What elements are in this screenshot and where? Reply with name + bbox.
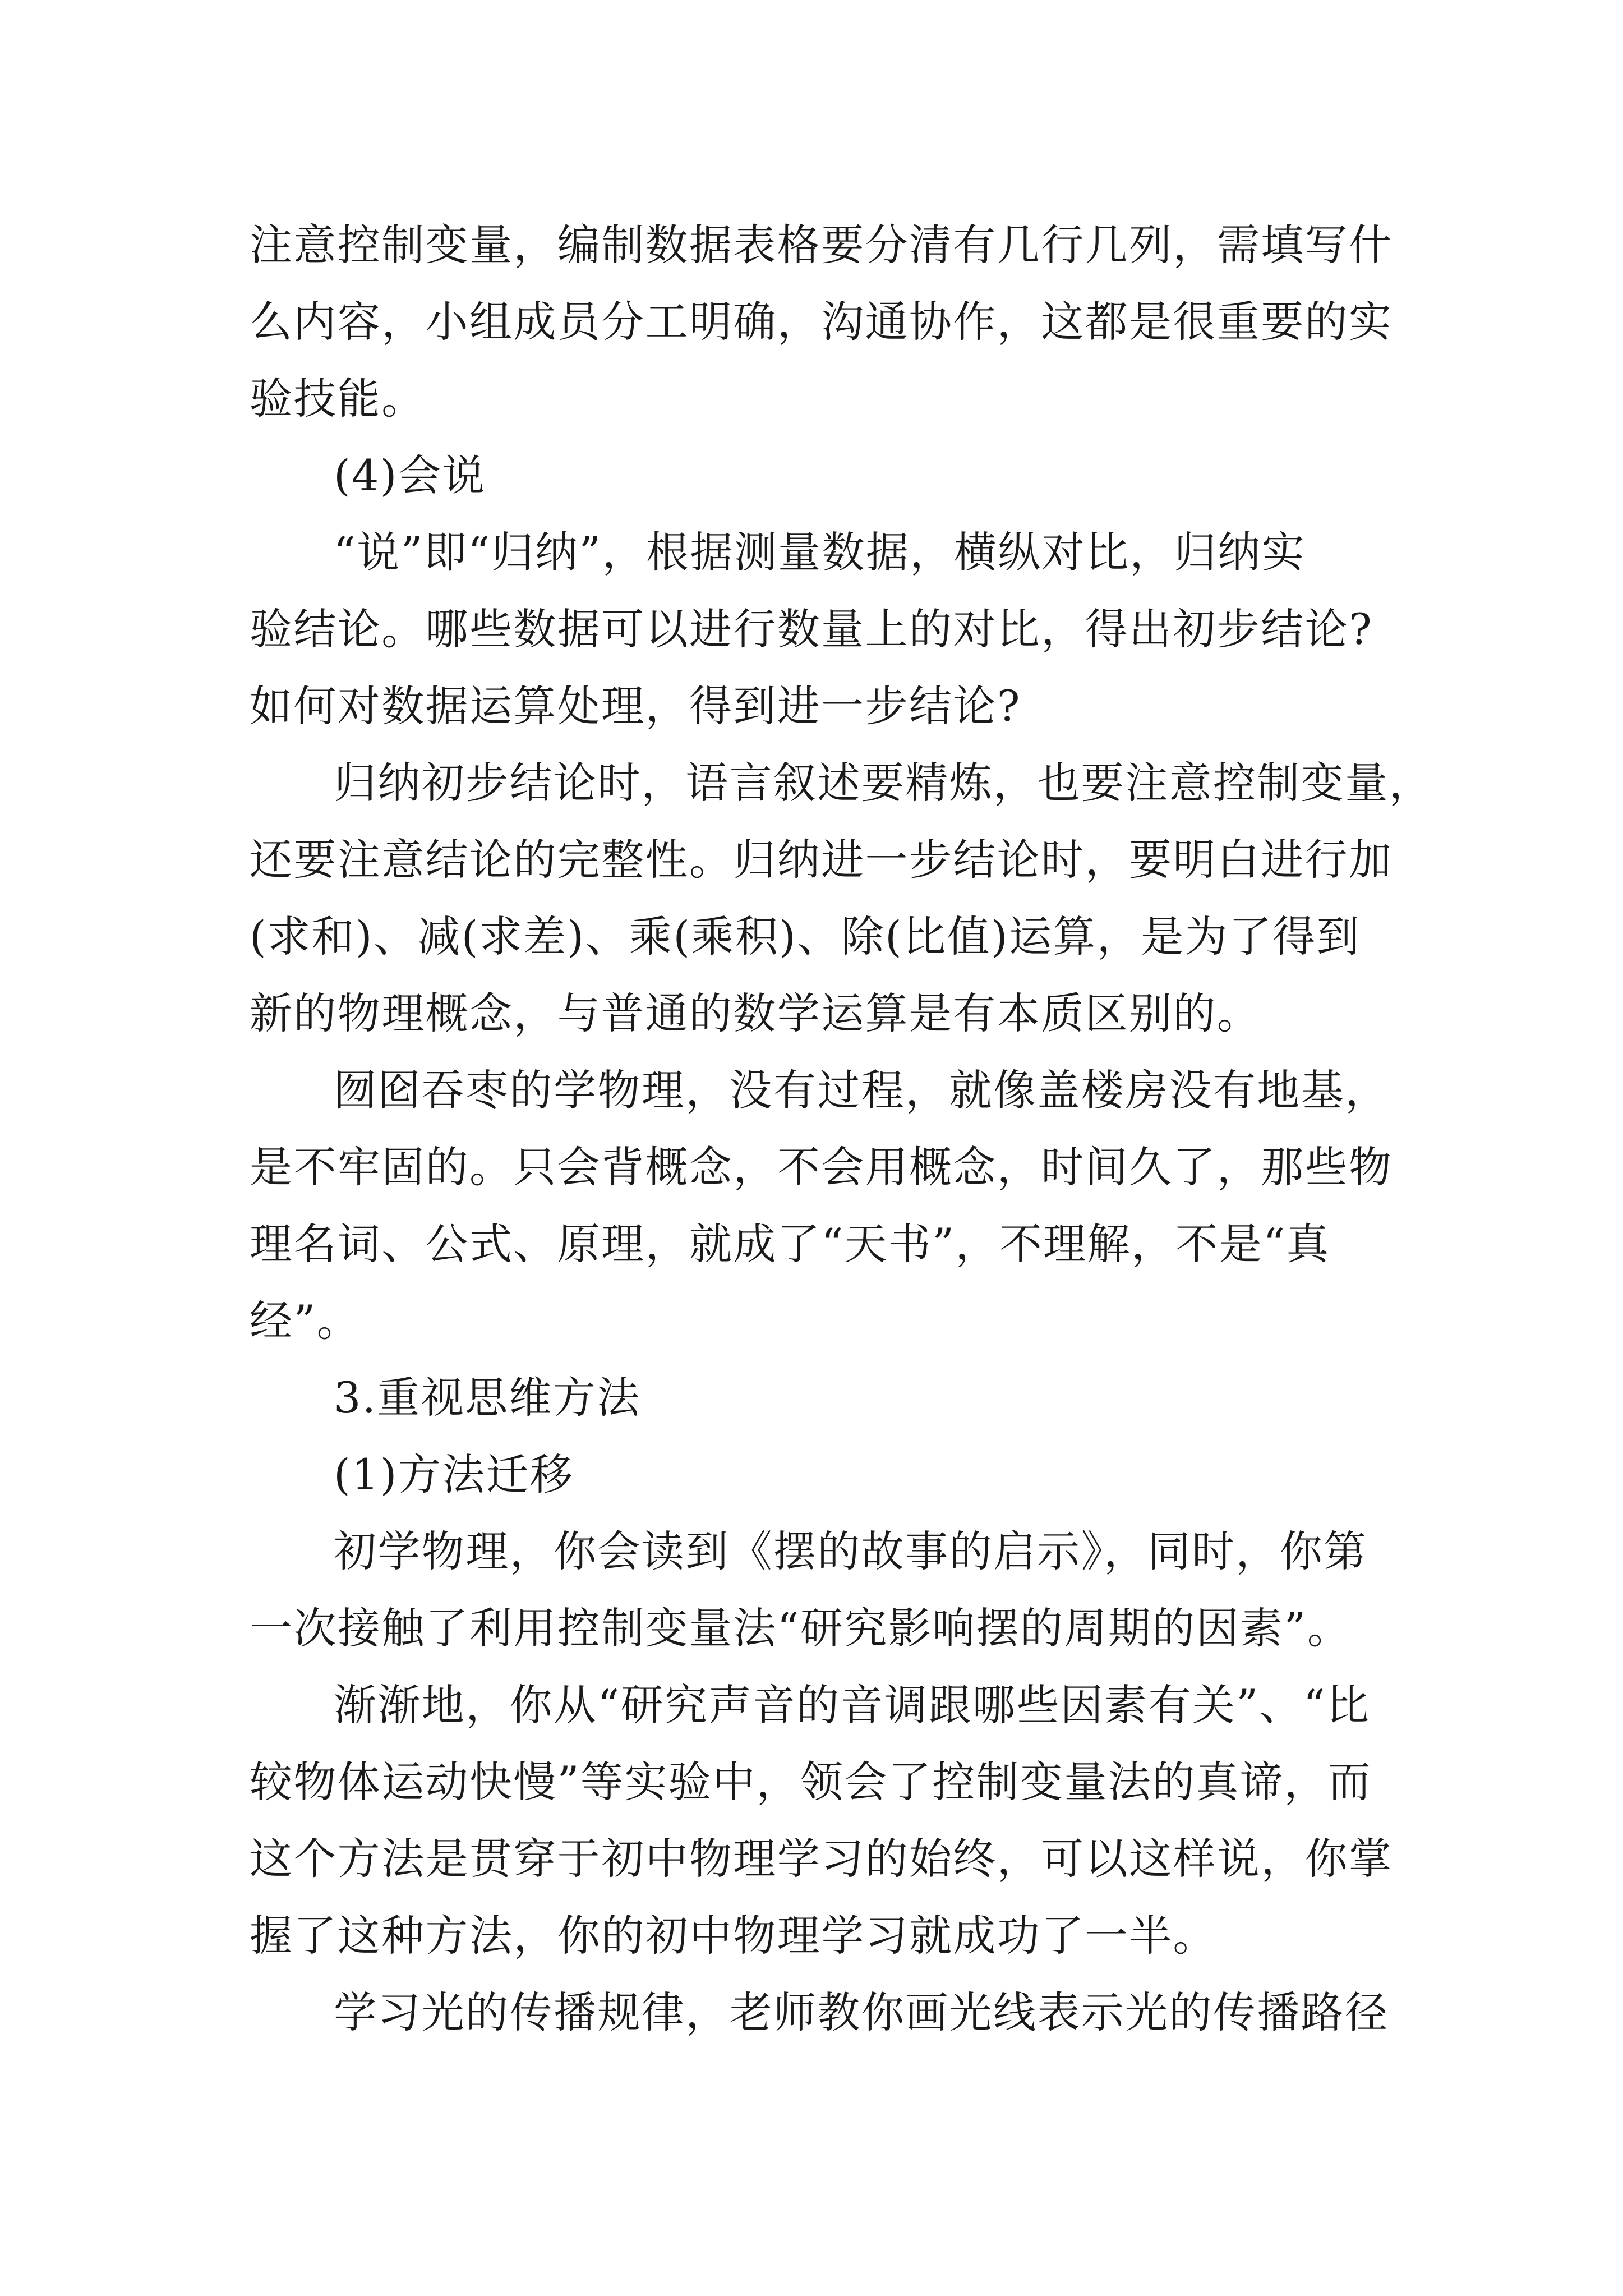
text-line: 验技能。 bbox=[250, 374, 426, 424]
text-line: 囫囵吞枣的学物理，没有过程，就像盖楼房没有地基， bbox=[334, 1065, 1389, 1115]
text-line: (求和)、减(求差)、乘(乘积)、除(比值)运算，是为了得到 bbox=[250, 912, 1361, 961]
text-line: 理名词、公式、原理，就成了“天书”，不理解，不是“真 bbox=[250, 1219, 1330, 1269]
text-line: 注意控制变量，编制数据表格要分清有几行几列，需填写什 bbox=[250, 220, 1393, 270]
text-line: “说”即“归纳”，根据测量数据，横纵对比，归纳实 bbox=[334, 527, 1306, 577]
text-line: 新的物理概念，与普通的数学运算是有本质区别的。 bbox=[250, 988, 1261, 1038]
text-line: 学习光的传播规律，老师教你画光线表示光的传播路径 bbox=[334, 1987, 1389, 2037]
section-heading: (4)会说 bbox=[334, 450, 486, 500]
text-line: 是不牢固的。只会背概念，不会用概念，时间久了，那些物 bbox=[250, 1142, 1393, 1192]
text-line: 如何对数据运算处理，得到进一步结论? bbox=[250, 681, 1021, 731]
text-line: 握了这种方法，你的初中物理学习就成功了一半。 bbox=[250, 1911, 1217, 1961]
text-line: 较物体运动快慢”等实验中，领会了控制变量法的真谛，而 bbox=[250, 1757, 1372, 1807]
text-line: 归纳初步结论时，语言叙述要精炼，也要注意控制变量， bbox=[334, 758, 1433, 808]
subsection-heading: (1)方法迁移 bbox=[334, 1450, 574, 1499]
text-line: 验结论。哪些数据可以进行数量上的对比，得出初步结论? bbox=[250, 604, 1373, 654]
text-line: 渐渐地，你从“研究声音的音调跟哪些因素有关”、“比 bbox=[334, 1680, 1371, 1730]
text-line: 这个方法是贯穿于初中物理学习的始终，可以这样说，你掌 bbox=[250, 1834, 1393, 1884]
text-line: 么内容，小组成员分工明确，沟通协作，这都是很重要的实 bbox=[250, 297, 1393, 347]
text-line: 初学物理，你会读到《摆的故事的启示》，同时，你第 bbox=[334, 1526, 1368, 1576]
body-text bbox=[250, 206, 1433, 2051]
section-heading: 3.重视思维方法 bbox=[334, 1373, 641, 1423]
text-line: 还要注意结论的完整性。归纳进一步结论时，要明白进行加 bbox=[250, 835, 1393, 885]
text-line: 一次接触了利用控制变量法“研究影响摆的周期的因素”。 bbox=[250, 1603, 1352, 1653]
text-line: 经”。 bbox=[250, 1296, 361, 1346]
